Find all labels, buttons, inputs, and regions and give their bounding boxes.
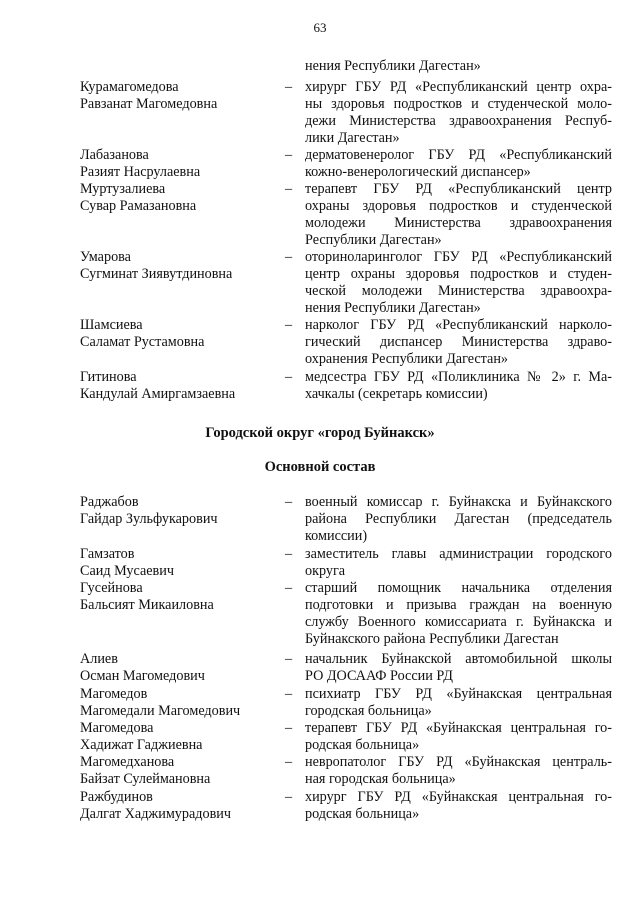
member-description: начальник Буйнакской автомобильной школы xyxy=(305,651,612,667)
member-description: нарколог ГБУ РД «Республиканский нарколо- xyxy=(305,317,612,333)
member-name: Кандулай Амиргамзаевна xyxy=(80,386,236,402)
member-description: центр охраны здоровья подростков и студен- xyxy=(305,266,612,282)
member-description: комиссии) xyxy=(305,528,368,544)
entry-dash: – xyxy=(285,147,293,163)
entry-dash: – xyxy=(285,317,293,333)
member-description: терапевт ГБУ РД «Республиканский центр xyxy=(305,181,612,197)
member-description: хирург ГБУ РД «Республиканский центр охра- xyxy=(305,79,612,95)
entry-dash: – xyxy=(285,651,293,667)
member-description: невропатолог ГБУ РД «Буйнакская централь- xyxy=(305,754,612,770)
member-description: терапевт ГБУ РД «Буйнакская центральная го- xyxy=(305,720,612,736)
member-description: подготовки и призыва граждан на военную xyxy=(305,597,612,613)
member-description: ны здоровья подростков и студенческой моло- xyxy=(305,96,612,112)
member-description: охраны здоровья подростков и студенческой xyxy=(305,198,612,214)
entry-dash: – xyxy=(285,720,293,736)
member-description: охранения Республики Дагестан» xyxy=(305,351,509,367)
member-description: службу Военного комиссариата г. Буйнакска и xyxy=(305,614,612,630)
member-name: Гусейнова xyxy=(80,580,143,596)
member-description: лики Дагестан» xyxy=(305,130,400,146)
member-name: Курамагомедова xyxy=(80,79,179,95)
member-name: Сугминат Зиявутдиновна xyxy=(80,266,233,282)
member-description: ная городская больница» xyxy=(305,771,456,787)
member-name: Равзанат Магомедовна xyxy=(80,96,218,112)
member-description: Буйнакского района Республики Дагестан xyxy=(305,631,559,647)
member-name: Гамзатов xyxy=(80,546,135,562)
member-name: Ражбудинов xyxy=(80,789,153,805)
member-description: родская больница» xyxy=(305,737,420,753)
member-description: старший помощник начальника отделения xyxy=(305,580,612,596)
entry-dash: – xyxy=(285,494,293,510)
member-description: гический диспансер Министерства здраво- xyxy=(305,334,612,350)
member-description: психиатр ГБУ РД «Буйнакская центральная xyxy=(305,686,612,702)
description-continuation: нения Республики Дагестан» xyxy=(305,58,481,74)
member-description: нения Республики Дагестан» xyxy=(305,300,481,316)
member-description: городская больница» xyxy=(305,703,432,719)
member-name: Разият Насрулаевна xyxy=(80,164,201,180)
section-title: Городской округ «город Буйнакск» xyxy=(205,425,435,441)
member-name: Магомедали Магомедович xyxy=(80,703,241,719)
member-name: Шамсиева xyxy=(80,317,143,333)
entry-dash: – xyxy=(285,181,293,197)
member-name: Магомедова xyxy=(80,720,154,736)
member-description: дежи Министерства здравоохранения Респуб- xyxy=(305,113,612,129)
entry-dash: – xyxy=(285,580,293,596)
member-name: Саид Мусаевич xyxy=(80,563,174,579)
entry-dash: – xyxy=(285,79,293,95)
member-name: Хадижат Гаджиевна xyxy=(80,737,203,753)
entry-dash: – xyxy=(285,789,293,805)
member-name: Лабазанова xyxy=(80,147,149,163)
entry-dash: – xyxy=(285,369,293,385)
entry-dash: – xyxy=(285,686,293,702)
member-name: Магомедханова xyxy=(80,754,175,770)
member-description: ческой молодежи Министерства здравоохра- xyxy=(305,283,612,299)
member-name: Сувар Рамазановна xyxy=(80,198,197,214)
member-description: оториноларинголог ГБУ РД «Республиканский xyxy=(305,249,612,265)
entry-dash: – xyxy=(285,546,293,562)
member-description: района Республики Дагестан (председатель xyxy=(305,511,612,527)
page-number: 63 xyxy=(313,20,327,35)
member-name: Осман Магомедович xyxy=(80,668,205,684)
member-description: Республики Дагестан» xyxy=(305,232,442,248)
member-description: медсестра ГБУ РД «Поликлиника № 2» г. Ма- xyxy=(305,369,612,385)
member-name: Умарова xyxy=(80,249,131,265)
member-name: Гайдар Зульфукарович xyxy=(80,511,218,527)
member-description: военный комиссар г. Буйнакска и Буйнакского xyxy=(305,494,612,510)
member-description: округа xyxy=(305,563,346,579)
member-description: дерматовенеролог ГБУ РД «Республиканский xyxy=(305,147,612,163)
entry-dash: – xyxy=(285,754,293,770)
member-description: РО ДОСААФ России РД xyxy=(305,668,453,684)
subsection-title: Основной состав xyxy=(264,459,376,475)
member-name: Далгат Хаджимурадович xyxy=(80,806,232,822)
member-name: Саламат Рустамовна xyxy=(80,334,205,350)
entry-dash: – xyxy=(285,249,293,265)
member-name: Байзат Сулеймановна xyxy=(80,771,211,787)
member-name: Алиев xyxy=(80,651,118,667)
member-description: молодежи Министерства здравоохранения xyxy=(305,215,612,231)
member-name: Муртузалиева xyxy=(80,181,166,197)
member-description: заместитель главы администрации городского xyxy=(305,546,612,562)
member-description: хирург ГБУ РД «Буйнакская центральная го- xyxy=(305,789,612,805)
member-name: Магомедов xyxy=(80,686,148,702)
member-name: Бальсият Микаиловна xyxy=(80,597,214,613)
member-description: кожно-венерологический диспансер» xyxy=(305,164,531,180)
member-description: родская больница» xyxy=(305,806,420,822)
member-name: Гитинова xyxy=(80,369,137,385)
member-name: Раджабов xyxy=(80,494,139,510)
member-description: хачкалы (секретарь комиссии) xyxy=(305,386,488,402)
